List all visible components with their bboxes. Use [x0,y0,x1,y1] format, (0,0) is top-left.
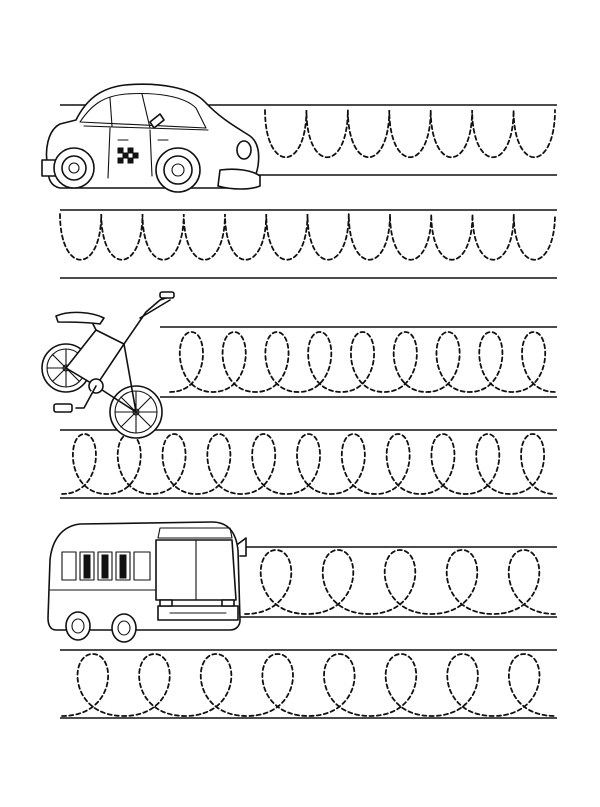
bicycle-icon [42,292,174,438]
tracing-path-bus-row-2[interactable] [62,654,555,716]
taxi-car-icon [42,84,260,192]
tracing-path-bike-row[interactable] [170,332,555,392]
tracing-path-car-row[interactable] [265,110,555,157]
tracing-path-bus-row[interactable] [245,550,555,614]
tracing-path-bike-row-2[interactable] [62,434,555,494]
tracing-path-car-row-2[interactable] [60,214,555,260]
bus-icon [48,522,246,642]
